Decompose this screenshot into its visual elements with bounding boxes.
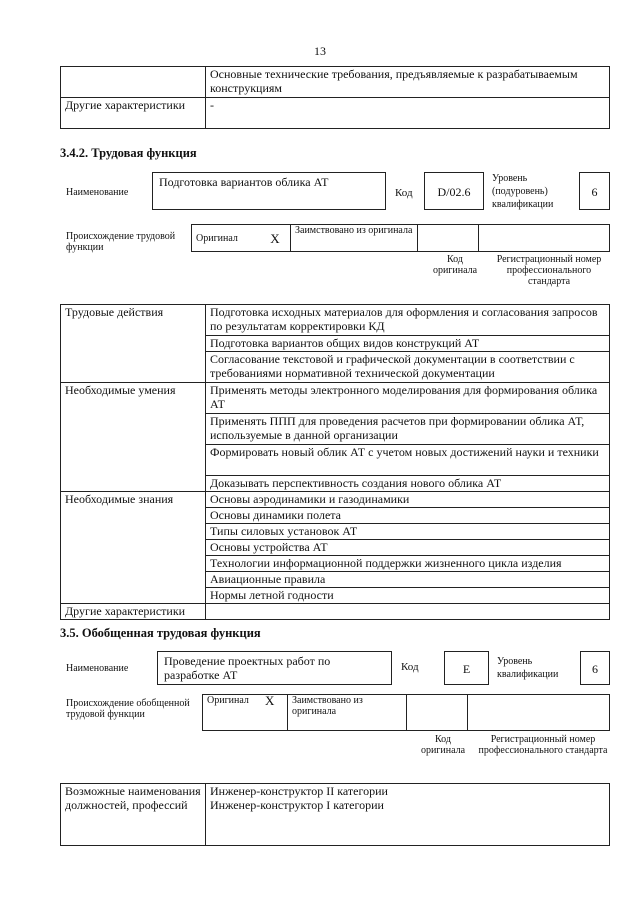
labor-actions-label: Трудовые действия: [61, 305, 206, 383]
knowledge-item: Технологии информационной поддержки жизненного цикла изделия: [206, 556, 610, 572]
s35-level-label: Уровень квалификации: [497, 656, 559, 680]
s35-reg-number-cell: [468, 695, 610, 731]
skill-item: Формировать новый облик АТ с учетом новых достижений науки и техники: [206, 445, 610, 476]
s342-level-label: Уровень (подуровень) квалификации: [492, 173, 554, 210]
s35-code-label: Код: [401, 661, 419, 673]
skill-item: Применять методы электронного моделирования для формирования облика АТ: [206, 383, 610, 414]
s342-code-orig-caption: Код оригинала: [432, 254, 478, 276]
s342-code-value: D/02.6: [424, 172, 484, 210]
knowledge-item: Основы динамики полета: [206, 508, 610, 524]
s35-origin-label: Происхождение обобщенной трудовой функции: [66, 698, 190, 720]
skills-label: Необходимые умения: [61, 383, 206, 492]
s35-name-value: Проведение проектных работ по разработке АТ: [157, 651, 392, 685]
s342-code-label: Код: [395, 187, 413, 199]
position-item: Инженер-конструктор I категории: [210, 798, 384, 812]
s342-code-orig-cell: [418, 225, 479, 252]
knowledge-item: Авиационные правила: [206, 572, 610, 588]
s342-name-label: Наименование: [66, 187, 129, 198]
labor-function-table: [60, 304, 610, 620]
s342-origin-table: [191, 224, 610, 252]
s35-original-mark: X: [261, 695, 288, 731]
labor-action-item: Подготовка исходных материалов для оформления и согласования запросов по результатам корректировки КД: [206, 305, 610, 336]
labor-action-item: Согласование текстовой и графической документации в соответствии с требованиями нормативной технической документации: [206, 352, 610, 383]
knowledge-item: Типы силовых установок АТ: [206, 524, 610, 540]
section-342-heading: 3.4.2. Трудовая функция: [60, 146, 197, 160]
top-table: [60, 66, 610, 129]
s342-borrowed-label: Заимствовано из оригинала: [291, 225, 418, 252]
page-number: 13: [314, 44, 326, 58]
s35-code-orig-caption: Код оригинала: [420, 734, 466, 756]
s35-reg-caption: Регистрационный номер профессионального стандарта: [478, 734, 608, 756]
position-item: Инженер-конструктор II категории: [210, 784, 388, 798]
positions-label: Возможные наименования должностей, профессий: [61, 784, 206, 846]
s342-original-mark: X: [260, 225, 291, 252]
knowledge-item: Основы устройства АТ: [206, 540, 610, 556]
knowledge-item: Нормы летной годности: [206, 588, 610, 604]
s342-original-label: Оригинал: [192, 225, 261, 252]
top-table-requirements: Основные технические требования, предъявляемые к разрабатываемым конструкциям: [206, 67, 610, 98]
s35-code-orig-cell: [407, 695, 468, 731]
s342-level-value: 6: [579, 172, 610, 210]
skill-item: Применять ППП для проведения расчетов при формировании облика АТ, используемые в данной организации: [206, 414, 610, 445]
knowledge-item: Основы аэродинамики и газодинамики: [206, 492, 610, 508]
s35-origin-table: [202, 694, 610, 731]
top-table-other-value: -: [206, 98, 610, 129]
s35-level-value: 6: [580, 651, 610, 685]
skill-item: Доказывать перспективность создания нового облика АТ: [206, 476, 610, 492]
top-table-other-label: Другие характеристики: [61, 98, 206, 129]
knowledge-label: Необходимые знания: [61, 492, 206, 604]
s342-reg-number-cell: [479, 225, 610, 252]
s342-reg-caption: Регистрационный номер профессионального стандарта: [496, 254, 602, 287]
s342-name-value: Подготовка вариантов облика АТ: [152, 172, 386, 210]
top-table-empty-cell: [61, 67, 206, 98]
s35-name-label: Наименование: [66, 663, 129, 674]
s35-original-label: Оригинал: [203, 695, 262, 731]
s35-borrowed-label: Заимствовано из оригинала: [288, 695, 407, 731]
labor-action-item: Подготовка вариантов общих видов конструкций АТ: [206, 336, 610, 352]
positions-table: [60, 783, 610, 846]
other-characteristics-label: Другие характеристики: [61, 604, 206, 620]
s342-origin-label: Происхождение трудовой функции: [66, 231, 176, 253]
section-35-heading: 3.5. Обобщенная трудовая функция: [60, 626, 261, 640]
s35-code-value: E: [444, 651, 489, 685]
other-characteristics-value: [206, 604, 610, 620]
